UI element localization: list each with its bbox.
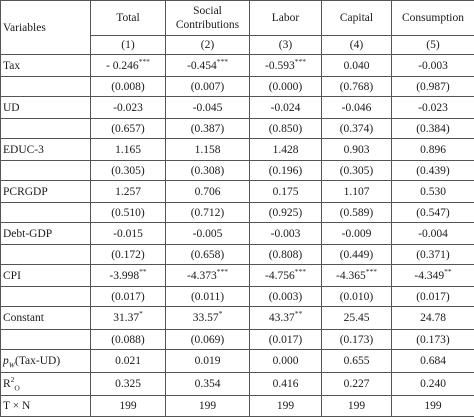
empty-label-cell (1, 330, 91, 350)
p-value-cell-text: (0.003) (269, 291, 303, 303)
p-value-cell-text: (0.173) (340, 334, 374, 346)
significance-stars: ** (139, 267, 147, 276)
coefficient-row (1, 139, 474, 161)
p-value-cell-text: (0.850) (269, 123, 303, 135)
coefficient-cell-text: -0.003 (418, 60, 448, 72)
r-superscript: 2 (11, 375, 15, 384)
coefficient-cell (322, 55, 392, 77)
wald-test-value (91, 350, 166, 373)
coefficient-cell (91, 181, 166, 203)
observations-value-text: 199 (277, 400, 294, 412)
coefficient-cell-text: 1.257 (115, 186, 141, 198)
coefficient-cell-text: -4.373 (187, 270, 217, 282)
p-value-cell (91, 119, 166, 139)
coefficient-cell-text: -0.454 (187, 60, 217, 72)
p-value-cell (91, 287, 166, 307)
coefficient-cell (392, 97, 474, 119)
p-value-cell-text: (0.589) (340, 207, 374, 219)
column-number: (4) (322, 36, 392, 55)
coefficient-cell (250, 55, 322, 77)
p-value-row (1, 161, 474, 181)
r-symbol: R (3, 378, 11, 390)
empty-label-cell (1, 119, 91, 139)
p-value-cell-text: (0.196) (269, 165, 303, 177)
p-value-cell (91, 77, 166, 97)
coefficient-cell (166, 97, 250, 119)
variable-label (1, 265, 91, 287)
coefficient-cell-text: -0.015 (113, 228, 143, 240)
coefficient-cell (392, 307, 474, 330)
p-value-cell (166, 287, 250, 307)
variable-label (1, 307, 91, 330)
coefficient-cell (250, 139, 322, 161)
p-value-cell (322, 330, 392, 350)
p-value-cell (392, 77, 474, 97)
p-value-cell (91, 203, 166, 223)
p-value-cell-text: (0.439) (416, 165, 450, 177)
significance-stars: *** (295, 267, 306, 276)
p-value-cell-text: (0.449) (340, 249, 374, 261)
coefficient-row (1, 97, 474, 119)
r-squared-value (91, 373, 166, 396)
p-value-cell (392, 203, 474, 223)
r-squared-value-text: 0.354 (195, 378, 221, 390)
wald-test-value-text: 0.684 (420, 355, 446, 367)
p-value-row (1, 330, 474, 350)
significance-stars: * (139, 309, 143, 318)
p-value-cell (166, 245, 250, 265)
variable-label (1, 97, 91, 119)
empty-label-cell (1, 203, 91, 223)
p-value-cell-text: (0.987) (416, 81, 450, 93)
coefficient-row (1, 265, 474, 287)
coefficient-cell-text: -4.365 (336, 270, 366, 282)
coefficient-cell (322, 265, 392, 287)
p-value-cell-text: (0.768) (340, 81, 374, 93)
observations-value (91, 396, 166, 417)
coefficient-cell-text: -0.005 (193, 228, 223, 240)
wald-test-value (166, 350, 250, 373)
coefficient-cell (166, 139, 250, 161)
observations-value-text: 199 (119, 400, 136, 412)
p-value-cell-text: (0.308) (191, 165, 225, 177)
p-value-cell-text: (0.384) (416, 123, 450, 135)
coefficient-cell-text: -0.046 (342, 102, 372, 114)
p-value-cell (322, 203, 392, 223)
coefficient-cell-text: -3.998 (109, 270, 139, 282)
coefficient-cell (322, 139, 392, 161)
variable-label-text: EDUC-3 (3, 144, 44, 156)
variables-header: Variables (1, 1, 91, 55)
p-value-cell (250, 330, 322, 350)
observations-value-text: 199 (199, 400, 216, 412)
coefficient-cell-text: 1.428 (273, 144, 299, 156)
coefficient-cell-text: 0.530 (420, 186, 446, 198)
wald-test-row (1, 350, 474, 373)
column-number: (2) (166, 36, 250, 55)
p-value-cell (392, 161, 474, 181)
observations-label-text: T × N (3, 400, 30, 412)
coefficient-cell-text: -0.593 (265, 60, 295, 72)
empty-label-cell (1, 287, 91, 307)
significance-stars: *** (139, 57, 150, 66)
r-squared-value-text: 0.416 (273, 378, 299, 390)
coefficient-cell-text: -0.009 (342, 228, 372, 240)
variable-label (1, 181, 91, 203)
coefficient-cell-text: - 0.246 (106, 60, 139, 72)
p-value-cell (322, 245, 392, 265)
variable-label-text: UD (3, 102, 20, 114)
coefficient-row (1, 181, 474, 203)
coefficient-cell (392, 181, 474, 203)
coefficient-cell (91, 139, 166, 161)
coefficient-cell (166, 307, 250, 330)
p-value-cell (166, 161, 250, 181)
p-value-cell-text: (0.510) (111, 207, 145, 219)
p-value-cell (392, 245, 474, 265)
observations-value (392, 396, 474, 417)
coefficient-cell-text: -0.023 (113, 102, 143, 114)
p-value-cell (322, 161, 392, 181)
column-header: Consumption (392, 1, 474, 36)
p-value-row (1, 119, 474, 139)
coefficient-cell (166, 223, 250, 245)
r-squared-value (322, 373, 392, 396)
coefficient-cell (250, 223, 322, 245)
coefficient-cell (250, 181, 322, 203)
column-header: Total (91, 1, 166, 36)
p-value-cell (250, 203, 322, 223)
p-value-cell (392, 287, 474, 307)
coefficient-cell-text: 1.158 (195, 144, 221, 156)
coefficient-cell-text: -4.349 (414, 270, 444, 282)
column-header: Social Contributions (166, 1, 250, 36)
p-value-cell-text: (0.172) (111, 249, 145, 261)
coefficient-cell-text: -0.003 (271, 228, 301, 240)
p-value-cell (322, 119, 392, 139)
p-value-cell-text: (0.017) (416, 291, 450, 303)
coefficient-cell (392, 265, 474, 287)
p-value-cell (250, 287, 322, 307)
p-value-cell-text: (0.069) (191, 334, 225, 346)
observations-row (1, 396, 474, 417)
p-value-cell-text: (0.011) (191, 291, 224, 303)
r-subscript: O (14, 383, 19, 392)
coefficient-cell (91, 55, 166, 77)
significance-stars: *** (366, 267, 377, 276)
coefficient-cell-text: -0.023 (418, 102, 448, 114)
significance-stars: * (219, 309, 223, 318)
p-value-cell (250, 119, 322, 139)
r-squared-value (250, 373, 322, 396)
variable-label (1, 223, 91, 245)
wald-test-value (250, 350, 322, 373)
observations-value (250, 396, 322, 417)
coefficient-cell-text: 1.165 (115, 144, 141, 156)
coefficient-cell (322, 181, 392, 203)
r-squared-value-text: 0.325 (115, 378, 141, 390)
coefficient-cell-text: 0.903 (344, 144, 370, 156)
coefficient-cell-text: 0.706 (195, 186, 221, 198)
header-row (1, 1, 474, 36)
wald-test-text: (Tax-UD) (15, 355, 60, 367)
column-number: (1) (91, 36, 166, 55)
variable-label-text: CPI (3, 270, 21, 282)
wald-test-value (392, 350, 474, 373)
coefficient-cell-text: 25.45 (344, 312, 370, 324)
variable-label-text: Tax (3, 60, 20, 72)
coefficient-cell (91, 307, 166, 330)
coefficient-cell-text: -0.004 (418, 228, 448, 240)
significance-stars: ** (295, 309, 303, 318)
p-value-cell (322, 77, 392, 97)
p-value-cell-text: (0.712) (191, 207, 225, 219)
p-value-row (1, 287, 474, 307)
wald-test-value-text: 0.019 (195, 355, 221, 367)
variable-label-text: PCRGDP (3, 186, 48, 198)
variable-label-text: Debt-GDP (3, 228, 52, 240)
p-value-cell-text: (0.374) (340, 123, 374, 135)
p-value-cell-text: (0.305) (340, 165, 374, 177)
r-squared-value-text: 0.227 (344, 378, 370, 390)
p-value-cell-text: (0.000) (269, 81, 303, 93)
wald-test-value-text: 0.000 (273, 355, 299, 367)
coefficient-cell-text: 33.57 (193, 312, 219, 324)
column-number: (5) (392, 36, 474, 55)
p-value-cell (166, 203, 250, 223)
coefficient-cell (250, 97, 322, 119)
p-value-cell-text: (0.547) (416, 207, 450, 219)
coefficient-cell (166, 55, 250, 77)
p-value-cell-text: (0.017) (269, 334, 303, 346)
coefficient-cell-text: -4.756 (265, 270, 295, 282)
p-value-cell-text: (0.925) (269, 207, 303, 219)
coefficient-cell (392, 139, 474, 161)
coefficient-row (1, 223, 474, 245)
p-value-cell-text: (0.010) (340, 291, 374, 303)
p-value-cell-text: (0.658) (191, 249, 225, 261)
variable-label-text: Constant (3, 312, 44, 324)
coefficient-cell (166, 265, 250, 287)
significance-stars: *** (217, 267, 228, 276)
p-value-cell-text: (0.173) (416, 334, 450, 346)
observations-value-text: 199 (348, 400, 365, 412)
coefficient-cell-text: -0.024 (271, 102, 301, 114)
p-value-cell-text: (0.808) (269, 249, 303, 261)
coefficient-cell-text: 43.37 (269, 312, 295, 324)
coefficient-row (1, 307, 474, 330)
r-squared-value-text: 0.240 (420, 378, 446, 390)
column-header: Labor (250, 1, 322, 36)
variable-label (1, 55, 91, 77)
p-value-cell-text: (0.088) (111, 334, 145, 346)
empty-label-cell (1, 161, 91, 181)
coefficient-cell-text: 0.896 (420, 144, 446, 156)
observations-value (166, 396, 250, 417)
p-value-cell-text: (0.017) (111, 291, 145, 303)
p-value-cell (322, 287, 392, 307)
variable-label (1, 139, 91, 161)
p-value-cell-text: (0.007) (191, 81, 225, 93)
r-squared-label (1, 373, 91, 396)
empty-label-cell (1, 77, 91, 97)
empty-label-cell (1, 245, 91, 265)
wald-test-value-text: 0.021 (115, 355, 141, 367)
p-value-cell-text: (0.387) (191, 123, 225, 135)
coefficient-cell (392, 55, 474, 77)
significance-stars: *** (217, 57, 228, 66)
coefficient-cell (91, 223, 166, 245)
coefficient-cell (322, 223, 392, 245)
p-value-cell (91, 161, 166, 181)
p-value-cell (250, 77, 322, 97)
p-value-cell (250, 245, 322, 265)
p-value-cell (166, 77, 250, 97)
coefficient-cell-text: 24.78 (420, 312, 446, 324)
p-value-cell (392, 119, 474, 139)
coefficient-cell (322, 307, 392, 330)
p-value-cell-text: (0.657) (111, 123, 145, 135)
coefficient-row (1, 55, 474, 77)
p-value-row (1, 245, 474, 265)
significance-stars: *** (295, 57, 306, 66)
coefficient-cell (250, 307, 322, 330)
coefficient-cell (166, 181, 250, 203)
p-symbol: p (3, 355, 9, 367)
p-value-cell-text: (0.008) (111, 81, 145, 93)
wald-test-value (322, 350, 392, 373)
coefficient-cell (322, 97, 392, 119)
coefficient-cell-text: 0.175 (273, 186, 299, 198)
p-value-cell (91, 330, 166, 350)
p-value-cell-text: (0.305) (111, 165, 145, 177)
coefficient-cell (250, 265, 322, 287)
r-squared-row (1, 373, 474, 396)
coefficient-cell (392, 223, 474, 245)
coefficient-cell-text: 31.37 (113, 312, 139, 324)
column-header: Capital (322, 1, 392, 36)
coefficient-cell-text: -0.045 (193, 102, 223, 114)
observations-label (1, 396, 91, 417)
p-value-cell (392, 330, 474, 350)
p-value-cell (91, 245, 166, 265)
p-value-row (1, 203, 474, 223)
observations-value-text: 199 (424, 400, 441, 412)
p-subscript: W (9, 360, 15, 369)
coefficient-cell-text: 1.107 (344, 186, 370, 198)
p-value-cell-text: (0.371) (416, 249, 450, 261)
wald-test-value-text: 0.655 (344, 355, 370, 367)
column-number: (3) (250, 36, 322, 55)
coefficient-cell-text: 0.040 (344, 60, 370, 72)
p-value-cell (166, 119, 250, 139)
r-squared-value (166, 373, 250, 396)
p-value-cell (250, 161, 322, 181)
p-value-cell (166, 330, 250, 350)
coefficient-cell (91, 265, 166, 287)
observations-value (322, 396, 392, 417)
p-value-row (1, 77, 474, 97)
coefficient-cell (91, 97, 166, 119)
significance-stars: ** (444, 267, 452, 276)
wald-test-label (1, 350, 91, 373)
r-squared-value (392, 373, 474, 396)
